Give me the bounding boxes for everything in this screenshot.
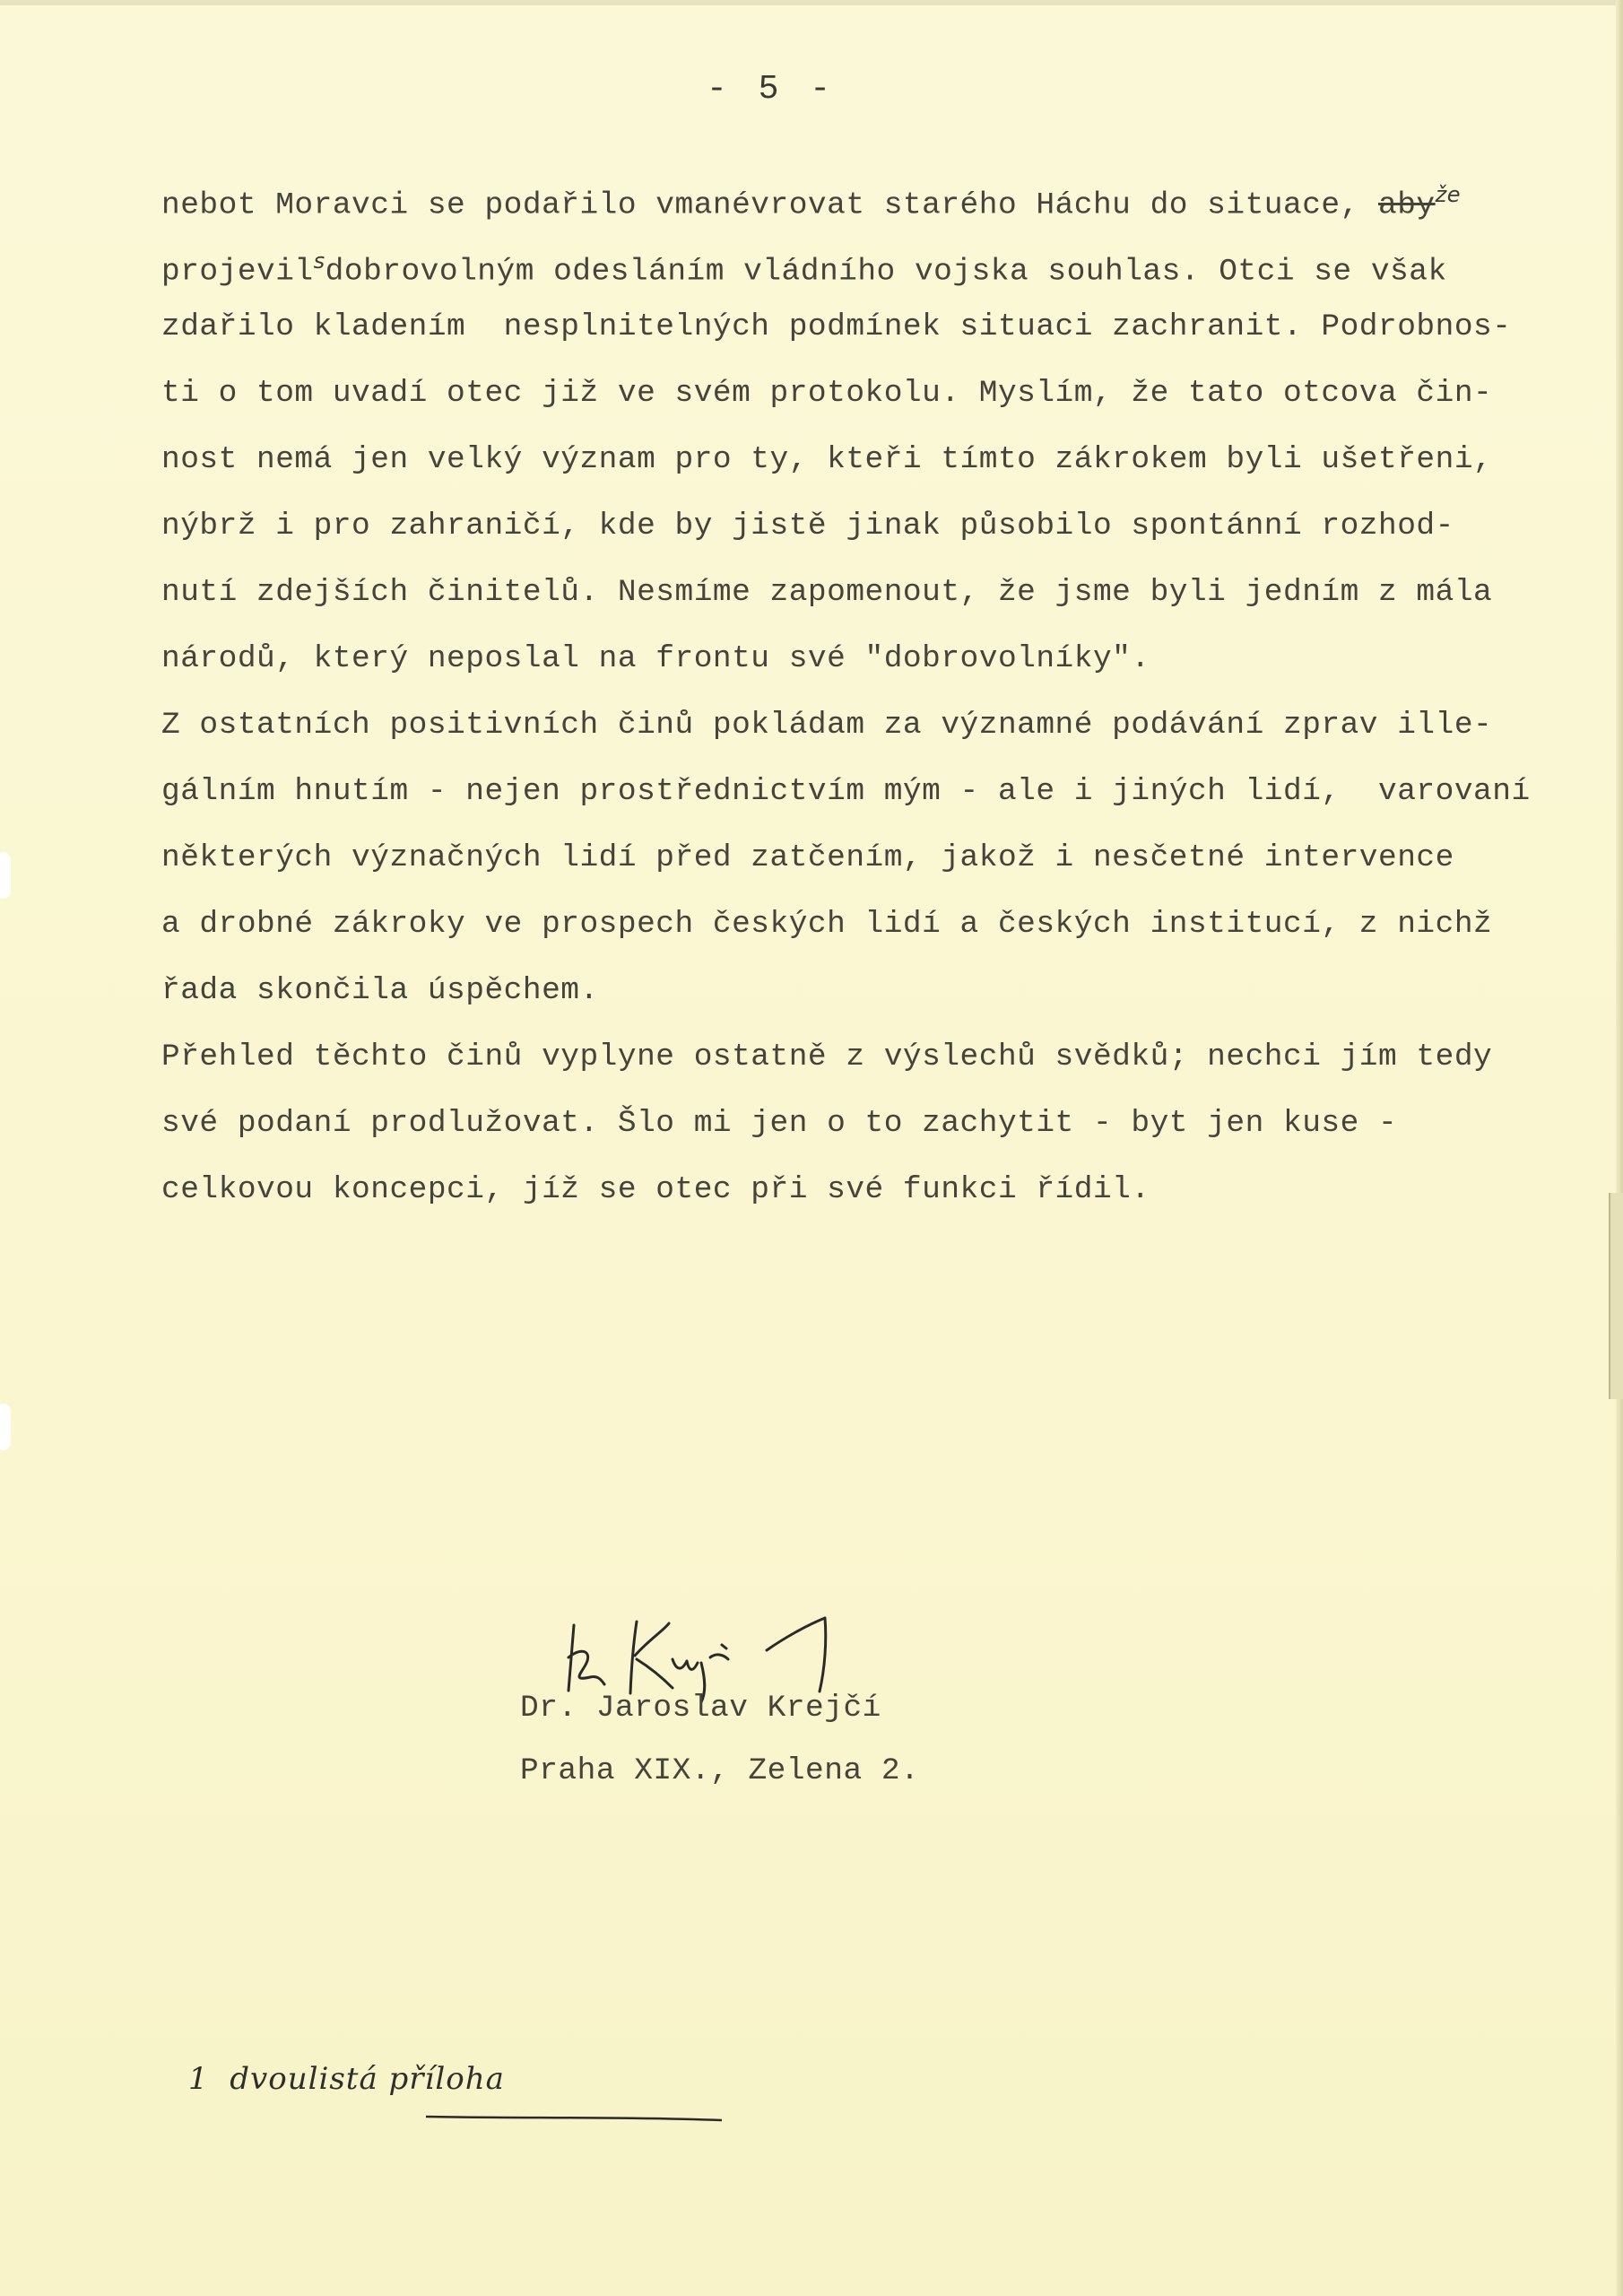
- typed-text: Přehled těchto činů vyplyne ostatně z výslechů svědků; nechci jím tedy: [161, 1039, 1493, 1074]
- body-line: [161, 228, 1596, 294]
- body-line: [161, 294, 1596, 361]
- typed-text: nýbrž i pro zahraničí, kde by jistě jinak působilo spontánní rozhod-: [161, 509, 1454, 544]
- typed-text: dobrovolným odesláním vládního vojska souhlas. Otci se však: [325, 254, 1447, 290]
- attachment-note-text: 1 dvoulistá příloha: [188, 2061, 505, 2097]
- punch-hole: [0, 1404, 11, 1450]
- body-line: [161, 1157, 1596, 1223]
- typed-text: nost nemá jen velký význam pro ty, kteři tímto zákrokem byli ušetřeni,: [161, 442, 1493, 477]
- body-line: [161, 692, 1596, 759]
- body-line: [161, 1091, 1596, 1157]
- body-line: [161, 560, 1596, 626]
- page-number: - 5 -: [706, 70, 837, 109]
- body-line: [161, 493, 1596, 560]
- body-line: [161, 958, 1596, 1024]
- body-line: [161, 825, 1596, 891]
- handwritten-insertion: s: [313, 248, 325, 274]
- handwritten-signature: [538, 1605, 915, 1704]
- body-line: [161, 891, 1596, 958]
- paper-right-edge: [1616, 0, 1623, 2296]
- body-line: [161, 427, 1596, 493]
- typed-text: své podaní prodlužovat. Šlo mi jen o to zachytit - byt jen kuse -: [161, 1106, 1398, 1141]
- handwritten-insertion: že: [1435, 182, 1462, 207]
- typed-text: národů, který neposlal na frontu své "dobrovolníky".: [161, 641, 1150, 676]
- body-line: [161, 759, 1596, 825]
- signatory-name: Dr. Jaroslav Krejčí: [520, 1691, 881, 1726]
- body-line: [161, 361, 1596, 427]
- note-underline: [426, 2108, 722, 2129]
- paper-edge-fold: [1609, 1193, 1623, 1399]
- typed-text: nutí zdejších činitelů. Nesmíme zapomenout, že jsme byli jedním z mála: [161, 575, 1493, 610]
- letter-body: [161, 161, 1596, 1223]
- typed-text: celkovou koncepci, jíž se otec při své funkci řídil.: [161, 1172, 1150, 1207]
- typed-text: a drobné zákroky ve prospech českých lidí a českých institucí, z nichž: [161, 907, 1493, 942]
- body-line: [161, 161, 1596, 228]
- body-line: [161, 1024, 1596, 1091]
- body-line: [161, 626, 1596, 692]
- typed-text: některých význačných lidí před zatčením, jakož i nesčetné intervence: [161, 840, 1454, 875]
- signatory-address: Praha XIX., Zelena 2.: [520, 1753, 920, 1788]
- typed-text: projevil: [161, 254, 314, 290]
- typed-text: gálním hnutím - nejen prostřednictvím mým - ale i jiných lidí, varovaní: [161, 774, 1531, 809]
- typed-text: nebot Moravci se podařilo vmanévrovat starého Háchu do situace,: [161, 187, 1379, 223]
- typed-text: Z ostatních positivních činů pokládam za významné podávání zprav ille-: [161, 708, 1493, 743]
- typed-text: ti o tom uvadí otec již ve svém protokolu. Myslím, že tato otcova čin-: [161, 376, 1493, 411]
- punch-hole: [0, 852, 11, 899]
- signature-block: [520, 1605, 1058, 1857]
- typed-text: řada skončila úspěchem.: [161, 973, 599, 1008]
- handwritten-attachment-note: [188, 2061, 655, 2142]
- struck-word: aby: [1378, 187, 1436, 223]
- typed-text: zdařilo kladením nesplnitelných podmínek situaci zachranit. Podrobnos-: [161, 309, 1512, 344]
- paper-top-edge: [0, 0, 1623, 5]
